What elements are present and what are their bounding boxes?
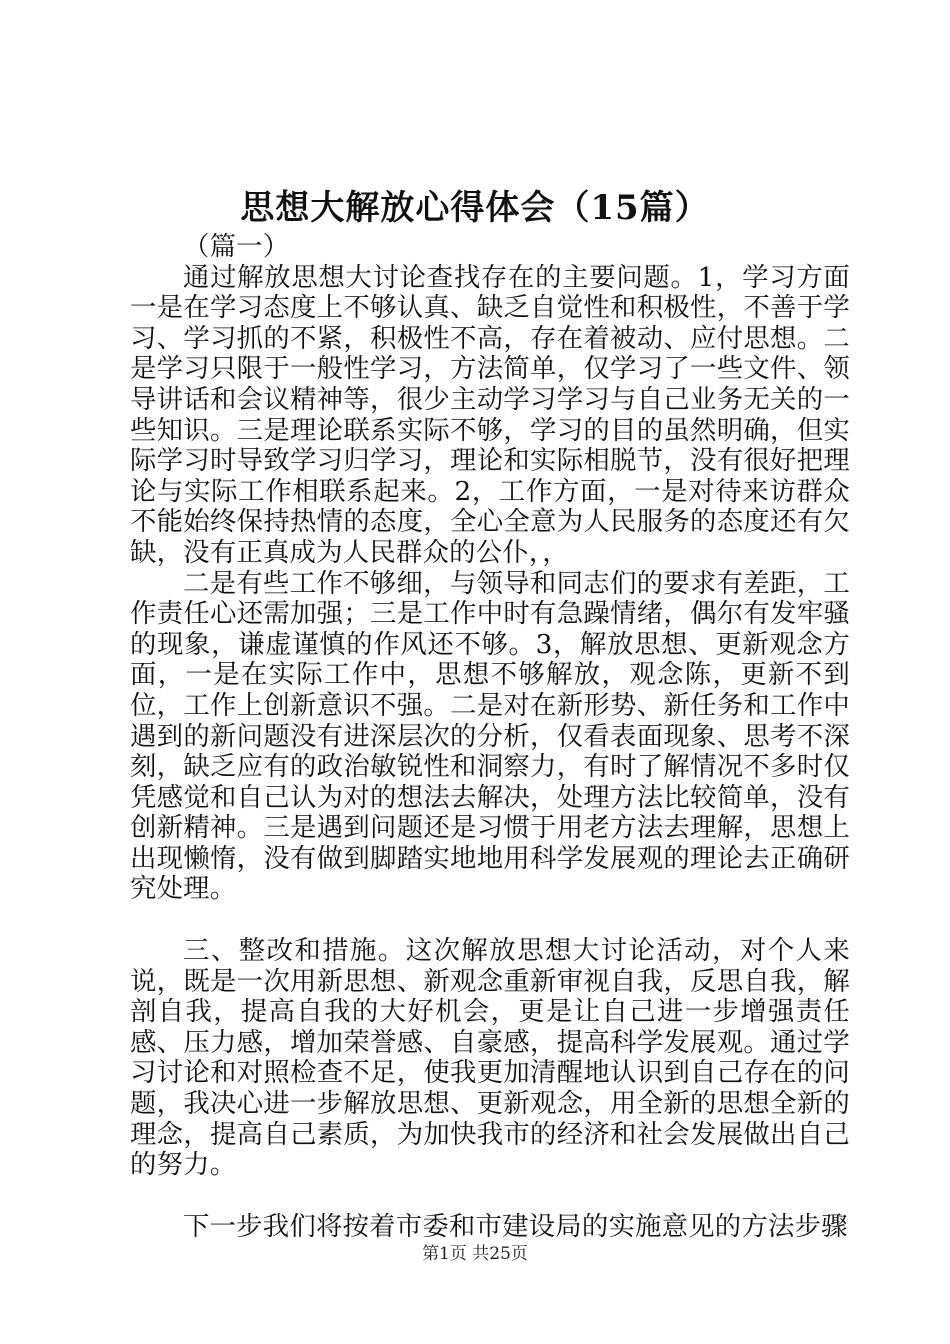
- section-label: （篇一）: [183, 231, 290, 262]
- page-number-footer: 第1页 共25页: [422, 1244, 528, 1264]
- document-body: [130, 232, 850, 1242]
- document-title: 思想大解放心得体会（15篇）: [240, 188, 710, 228]
- body-paragraph-2: 二是有些工作不够细，与领导和同志们的要求有差距，工作责任心还需加强；三是工作中时有急躁情绪，偶尔有发牢骚的现象，谦虚谨慎的作风还不够。3，解放思想、更新观念方面，一是在实际工作中，思想不够解放，观念陈，更新不到位，工作上创新意识不强。二是对在新形势、新任务和工作中遇到的新问题没有进深层次的分析，仅看表面现象、思考不深刻，缺乏应有的政治敏锐性和洞察力，有时了解情况不多时仅凭感觉和自己认为对的想法去解决，处理方法比较简单，没有创新精神。三是遇到问题还是习惯于用老方法去理解，思想上出现懒惰，没有做到脚踏实地地用科学发展观的理论去正确研究处理。: [130, 567, 850, 905]
- body-paragraph-3: 三、整改和措施。这次解放思想大讨论活动，对个人来说，既是一次用新思想、新观念重新审视自我，反思自我，解剖自我，提高自我的大好机会，更是让自己进一步增强责任感、压力感，增加荣誉感、自豪感，提高科学发展观。通过学习讨论和对照检查不足，使我更加清醒地认识到自己存在的问题，我决心进一步解放思想、更新观念，用全新的思想全新的理念，提高自己素质，为加快我市的经济和社会发展做出自己的努力。: [130, 935, 850, 1181]
- body-paragraph-4: 下一步我们将按着市委和市建设局的实施意见的方法步骤: [183, 1210, 848, 1242]
- body-paragraph-1: 通过解放思想大讨论查找存在的主要问题。1，学习方面一是在学习态度上不够认真、缺乏自觉性和积极性，不善于学习、学习抓的不紧，积极性不高，存在着被动、应付思想。二是学习只限于一般性学习，方法简单，仅学习了一些文件、领导讲话和会议精神等，很少主动学习学习与自己业务无关的一些知识。三是理论联系实际不够，学习的目的虽然明确，但实际学习时导致学习归学习，理论和实际相脱节，没有很好把理论与实际工作相联系起来。2，工作方面，一是对待来访群众不能始终保持热情的态度，全心全意为人民服务的态度还有欠缺，没有正真成为人民群众的公仆，，: [130, 261, 850, 568]
